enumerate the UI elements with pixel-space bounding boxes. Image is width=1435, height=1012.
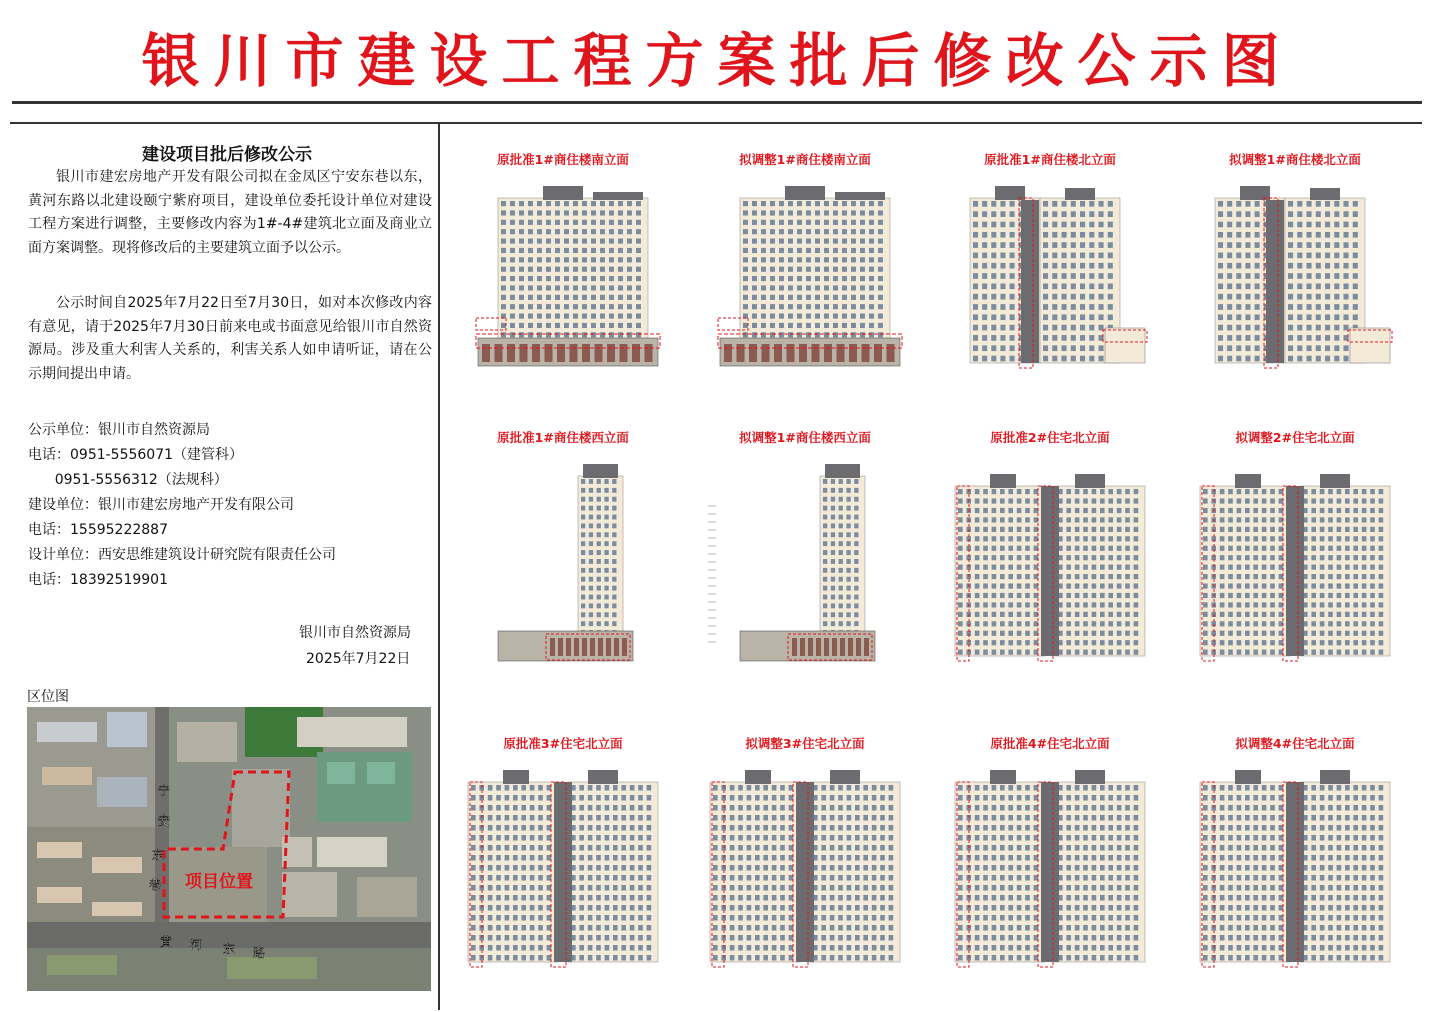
elevation-title: 原批准1#商住楼南立面 [497, 152, 629, 167]
street-label-char: 宁 [158, 784, 171, 798]
elevation-title: 原批准1#商住楼西立面 [497, 430, 629, 445]
builder-line: 建设单位：银川市建宏房地产开发有限公司 [28, 497, 294, 513]
elevation-panel [690, 734, 920, 984]
elevation-panel [935, 150, 1165, 400]
elevation-drawing [1180, 752, 1410, 972]
designer-phone-line: 电话：18392519901 [28, 572, 168, 588]
designer-line: 设计单位：西安思维建筑设计研究院有限责任公司 [28, 547, 336, 563]
publisher-line: 公示单位：银川市自然资源局 [28, 422, 210, 438]
column-divider [438, 122, 440, 1010]
elevation-title: 拟调整4#住宅北立面 [1235, 736, 1355, 751]
satellite-image [27, 707, 431, 991]
elevation-drawing [690, 168, 920, 398]
elevation-panel [1180, 734, 1410, 984]
street-label-char: 路 [253, 946, 266, 960]
phone-line-2: 0951-5556312（法规科） [28, 472, 228, 488]
elevation-panel [448, 734, 678, 984]
notice-paragraph-2: 公示时间自2025年7月22日至7月30日，如对本次修改内容有意见，请于2025年7月30日前来电或书面意见给银川市自然资源局。涉及重大利害人关系的，利害关系人如申请听证，请在公示期间提出申请。 [28, 295, 432, 382]
street-label-char: 巷 [149, 878, 162, 892]
elevation-panel [935, 428, 1165, 678]
signature-org: 银川市自然资源局 [299, 625, 411, 641]
elevation-panel [690, 150, 920, 400]
elevation-panel [690, 428, 920, 678]
elevation-drawing [935, 446, 1165, 676]
elevation-drawing [448, 168, 678, 398]
elevation-drawing [448, 446, 678, 676]
street-label-char: 安 [158, 814, 171, 828]
elevation-drawing [690, 446, 920, 676]
notice-paragraph-1: 银川市建宏房地产开发有限公司拟在金凤区宁安东巷以东，黄河东路以北建设颐宁紫府项目，建设单位委托设计单位对建设工程方案进行调整，主要修改内容为1#-4#建筑北立面及商业立面方案调整。现将修改后的主要建筑立面予以公示。 [28, 169, 432, 256]
elevation-panel [1180, 428, 1410, 678]
elevation-title: 原批准4#住宅北立面 [990, 736, 1110, 751]
elevation-panel [448, 428, 678, 678]
title-rule [12, 101, 1422, 104]
location-map [27, 707, 431, 991]
street-label-char: 东 [223, 942, 236, 956]
location-map-label: 区位图 [27, 689, 69, 705]
street-label-char: 河 [190, 938, 203, 952]
elevation-title: 原批准2#住宅北立面 [990, 430, 1110, 445]
notice-heading: 建设项目批后修改公示 [142, 145, 312, 165]
elevation-drawing [448, 752, 678, 972]
street-label-char: 黄 [160, 935, 173, 949]
elevation-title: 拟调整3#住宅北立面 [745, 736, 865, 751]
builder-phone-line: 电话：15595222887 [28, 522, 168, 538]
elevation-panel [448, 150, 678, 400]
elevation-title: 拟调整1#商住楼北立面 [1229, 152, 1361, 167]
elevation-drawing [935, 168, 1165, 398]
phone-line-1: 电话：0951-5556071（建管科） [28, 447, 244, 463]
elevation-drawing [690, 752, 920, 972]
page-title: 银川市建设工程方案批后修改公示图 [141, 27, 1294, 95]
elevation-panel [935, 734, 1165, 984]
street-label-char: 东 [152, 848, 165, 862]
elevation-drawing [1180, 168, 1410, 398]
elevation-title: 拟调整1#商住楼南立面 [739, 152, 871, 167]
elevation-title: 拟调整1#商住楼西立面 [739, 430, 871, 445]
elevation-drawing [1180, 446, 1410, 676]
project-location-label: 项目位置 [185, 872, 253, 892]
elevation-title: 拟调整2#住宅北立面 [1235, 430, 1355, 445]
elevation-panel [1180, 150, 1410, 400]
signature-date: 2025年7月22日 [306, 651, 411, 667]
elevation-drawing [935, 752, 1165, 972]
elevation-title: 原批准3#住宅北立面 [503, 736, 623, 751]
elevation-title: 原批准1#商住楼北立面 [984, 152, 1116, 167]
